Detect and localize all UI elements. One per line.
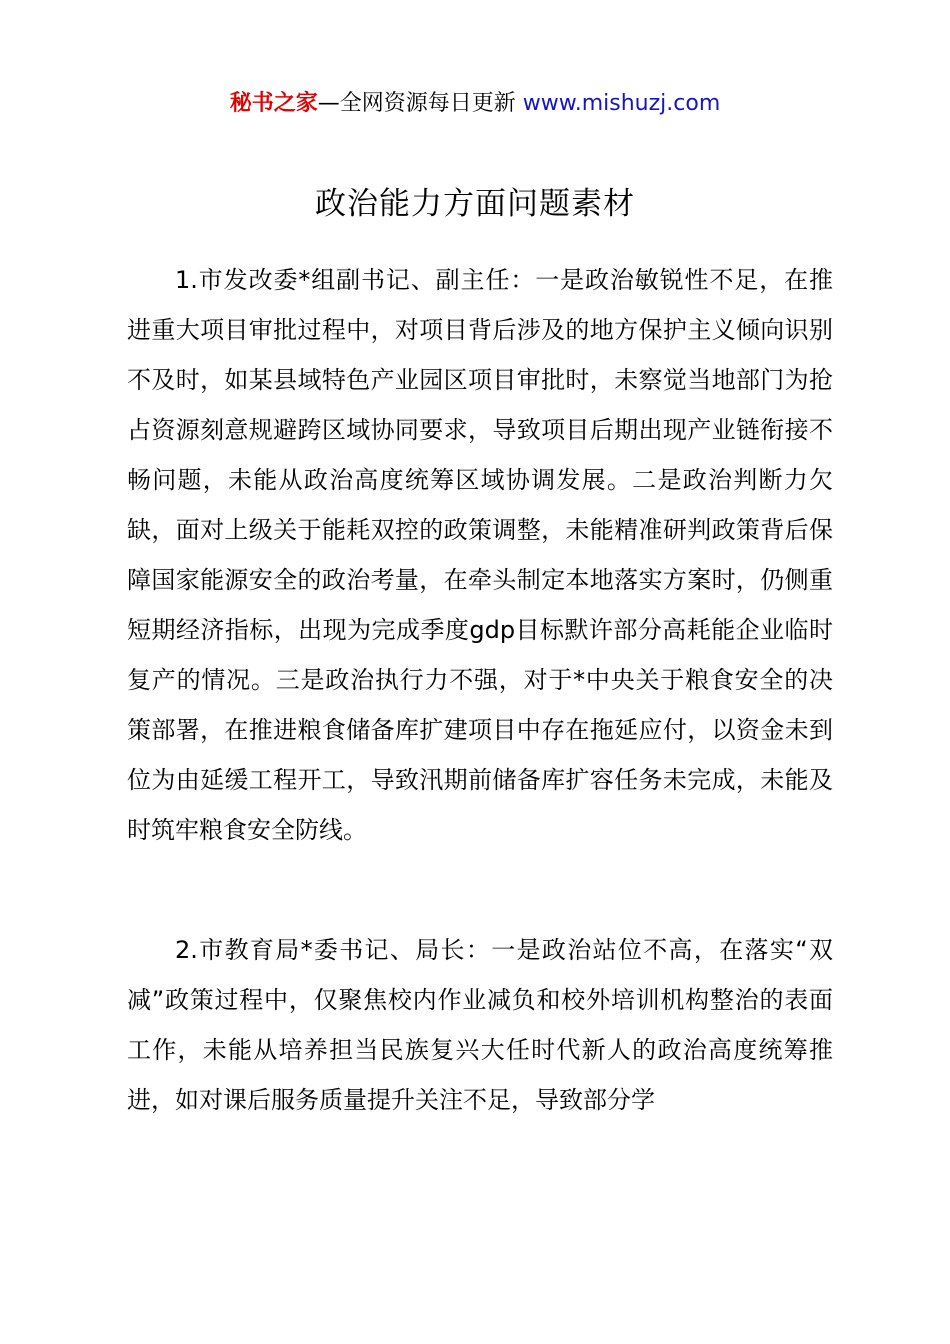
paragraph-1: 1.市发改委*组副书记、副主任：一是政治敏锐性不足，在推进重大项目审批过程中，对项目背后涉及的地方保护主义倾向识别不及时，如某县域特色产业园区项目审批时，未察觉当地部门为抢占资源刻意规避跨区域协同要求，导致项目后期出现产业链衔接不畅问题，未能从政治高度统筹区域协调发展。二是政治判断力欠缺，面对上级关于能耗双控的政策调整，未能精准研判政策背后保障国家能源安全的政治考量，在牵头制定本地落实方案时，仍侧重短期经济指标，出现为完成季度gdp目标默许部分高耗能企业临时复产的情况。三是政治执行力不强，对于*中央关于粮食安全的决策部署，在推进粮食储备库扩建项目中存在拖延应付，以资金未到位为由延缓工程开工，导致汛期前储备库扩容任务未完成，未能及时筑牢粮食安全防线。 <box>127 266 833 844</box>
site-header <box>0 88 950 120</box>
paragraph-2: 2.市教育局*委书记、局长：一是政治站位不高，在落实“双减”政策过程中，仅聚焦校内作业减负和校外培训机构整治的表面工作，未能从培养担当民族复兴大任时代新人的政治高度统筹推进，如对课后服务质量提升关注不足，导致部分学 <box>127 936 833 1114</box>
header-tagline: —全网资源每日更新 <box>317 91 516 116</box>
brand-name: 秘书之家 <box>229 91 318 116</box>
document-title: 政治能力方面问题素材 <box>315 186 635 222</box>
site-url-link[interactable]: www.mishuzj.com <box>522 91 721 116</box>
